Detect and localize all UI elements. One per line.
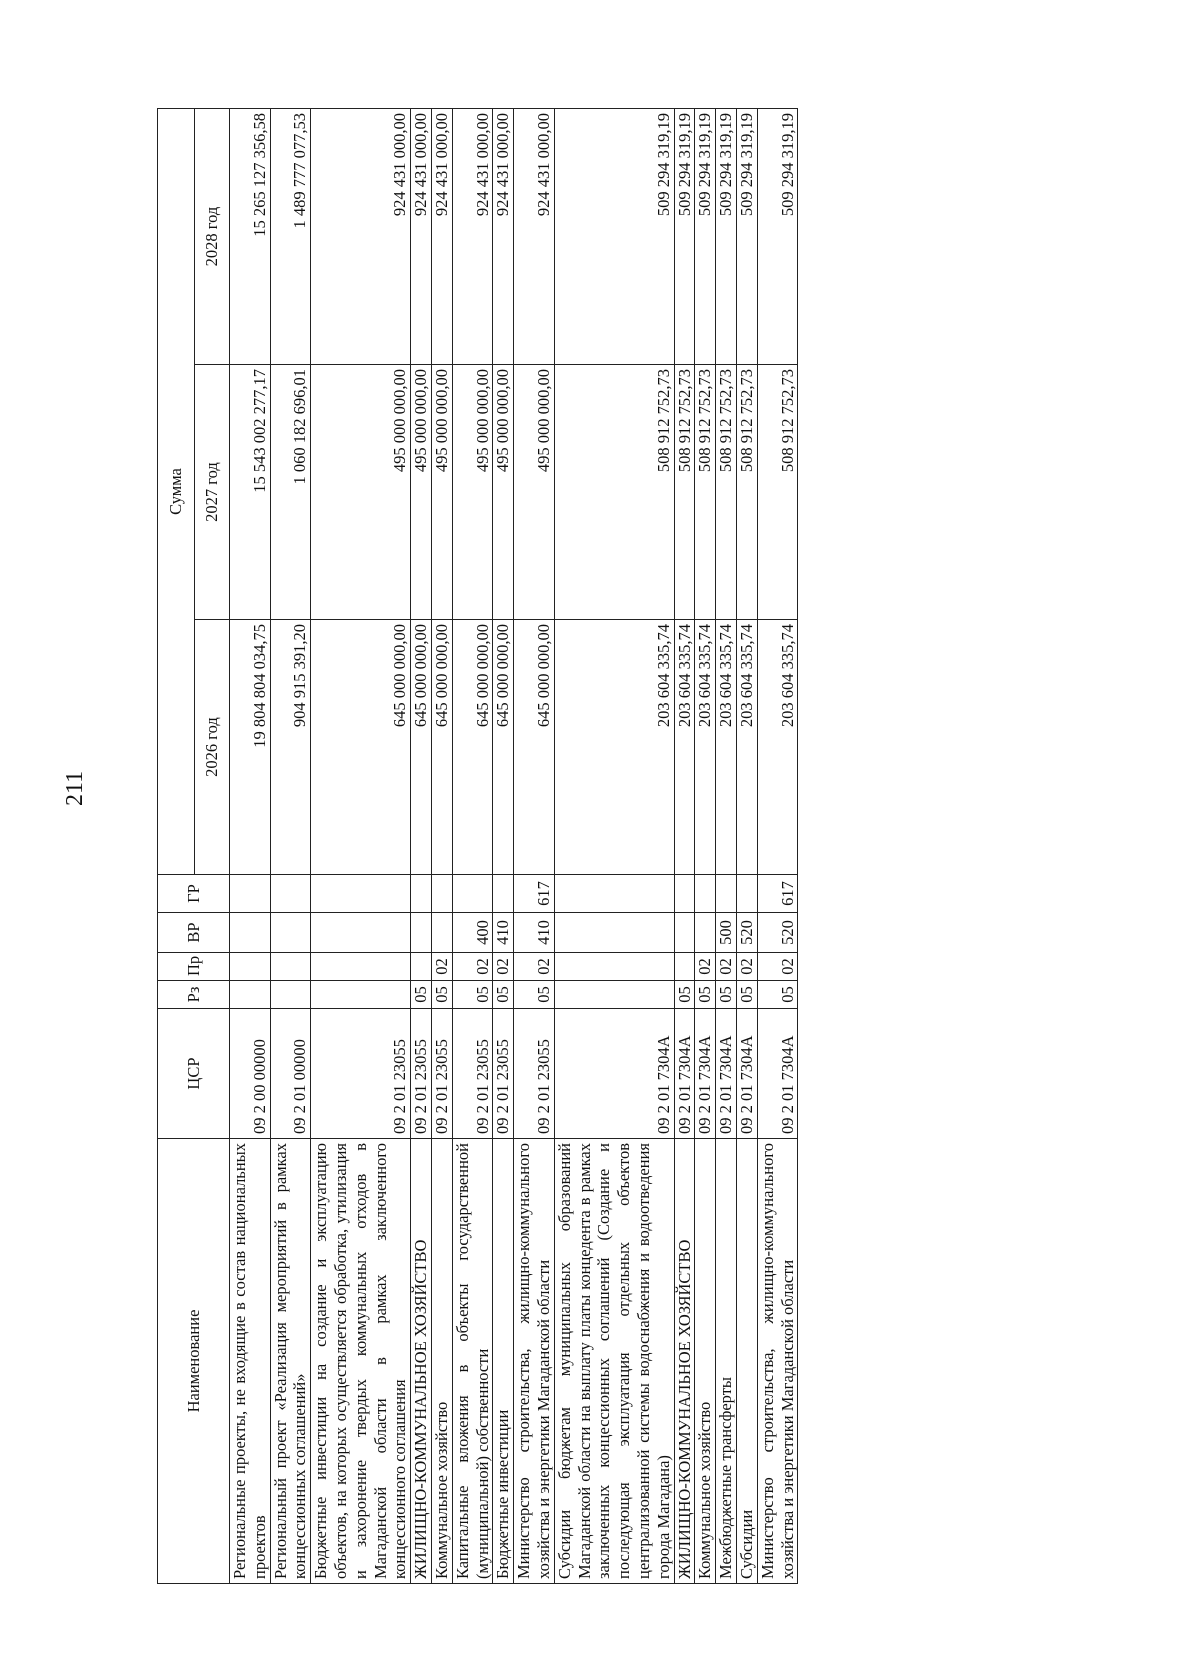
header-year-2026: 2026 год xyxy=(195,620,230,875)
cell-pr xyxy=(674,953,695,981)
cell-y2027: 495 000 000,00 xyxy=(514,365,555,620)
table-header-row xyxy=(158,109,195,1584)
cell-y2028: 924 431 000,00 xyxy=(431,109,452,365)
cell-y2028: 924 431 000,00 xyxy=(311,109,411,365)
table-row xyxy=(493,109,514,1584)
header-sum: Сумма xyxy=(158,109,195,875)
cell-pr: 02 xyxy=(431,953,452,981)
cell-vr xyxy=(411,913,432,953)
cell-name: Региональный проект «Реализация мероприятий в рамках концессионных соглашений» xyxy=(270,1139,311,1584)
cell-gr xyxy=(736,875,757,913)
cell-y2026: 645 000 000,00 xyxy=(411,620,432,875)
cell-y2026: 645 000 000,00 xyxy=(452,620,493,875)
cell-y2026: 645 000 000,00 xyxy=(493,620,514,875)
cell-rz: 05 xyxy=(514,981,555,1009)
cell-pr: 02 xyxy=(493,953,514,981)
header-vr: ВР xyxy=(158,913,230,953)
cell-rz xyxy=(270,981,311,1009)
table-row xyxy=(452,109,493,1584)
cell-y2026: 203 604 335,74 xyxy=(716,620,737,875)
cell-pr xyxy=(311,953,411,981)
cell-vr xyxy=(270,913,311,953)
cell-y2026: 203 604 335,74 xyxy=(695,620,716,875)
cell-y2028: 509 294 319,19 xyxy=(757,109,798,365)
cell-gr xyxy=(695,875,716,913)
cell-pr xyxy=(270,953,311,981)
cell-y2028: 924 431 000,00 xyxy=(493,109,514,365)
cell-name: Коммунальное хозяйство xyxy=(431,1139,452,1584)
cell-gr xyxy=(230,875,271,913)
cell-name: ЖИЛИЩНО-КОММУНАЛЬНОЕ ХОЗЯЙСТВО xyxy=(411,1139,432,1584)
cell-pr xyxy=(230,953,271,981)
cell-pr: 02 xyxy=(452,953,493,981)
cell-csr: 09 2 01 23055 xyxy=(311,1009,411,1139)
cell-vr xyxy=(311,913,411,953)
cell-gr xyxy=(431,875,452,913)
budget-table xyxy=(157,108,798,1584)
cell-vr: 410 xyxy=(493,913,514,953)
table-row xyxy=(431,109,452,1584)
table-row xyxy=(695,109,716,1584)
cell-gr: 617 xyxy=(757,875,798,913)
cell-name: Региональные проекты, не входящие в состав национальных проектов xyxy=(230,1139,271,1584)
cell-csr: 09 2 01 23055 xyxy=(411,1009,432,1139)
cell-y2026: 203 604 335,74 xyxy=(736,620,757,875)
cell-csr: 09 2 01 23055 xyxy=(514,1009,555,1139)
cell-vr: 400 xyxy=(452,913,493,953)
cell-rz: 05 xyxy=(674,981,695,1009)
cell-csr: 09 2 01 7304А xyxy=(554,1009,674,1139)
cell-y2027: 508 912 752,73 xyxy=(554,365,674,620)
cell-csr: 09 2 01 23055 xyxy=(452,1009,493,1139)
cell-y2028: 509 294 319,19 xyxy=(695,109,716,365)
table-row xyxy=(716,109,737,1584)
cell-rz: 05 xyxy=(452,981,493,1009)
cell-y2027: 1 060 182 696,01 xyxy=(270,365,311,620)
cell-y2026: 203 604 335,74 xyxy=(757,620,798,875)
header-gr: ГР xyxy=(158,875,230,913)
cell-name: Министерство строительства, жилищно-коммунального хозяйства и энергетики Магаданской области xyxy=(757,1139,798,1584)
cell-csr: 09 2 01 7304А xyxy=(716,1009,737,1139)
cell-rz xyxy=(230,981,271,1009)
cell-rz: 05 xyxy=(695,981,716,1009)
cell-rz xyxy=(311,981,411,1009)
header-year-2028: 2028 год xyxy=(195,109,230,365)
table-row xyxy=(411,109,432,1584)
table-row xyxy=(514,109,555,1584)
cell-rz: 05 xyxy=(411,981,432,1009)
cell-y2028: 1 489 777 077,53 xyxy=(270,109,311,365)
header-name: Наименование xyxy=(158,1139,230,1584)
cell-rz xyxy=(554,981,674,1009)
cell-pr: 02 xyxy=(757,953,798,981)
cell-y2026: 203 604 335,74 xyxy=(674,620,695,875)
cell-vr: 500 xyxy=(716,913,737,953)
cell-pr: 02 xyxy=(695,953,716,981)
cell-csr: 09 2 01 7304А xyxy=(736,1009,757,1139)
cell-y2027: 495 000 000,00 xyxy=(452,365,493,620)
cell-vr: 410 xyxy=(514,913,555,953)
cell-y2028: 509 294 319,19 xyxy=(716,109,737,365)
table-row xyxy=(554,109,674,1584)
header-csr: ЦСР xyxy=(158,1009,230,1139)
cell-name: Субсидии бюджетам муниципальных образований Магаданской области на выплату платы концедента в рамках заключенных концессионных соглашений (Создание и последующая эксплуатация отдельных объектов централизованной системы водоснабжения и водоотведения города Магадана) xyxy=(554,1139,674,1584)
cell-y2027: 508 912 752,73 xyxy=(695,365,716,620)
cell-y2027: 508 912 752,73 xyxy=(674,365,695,620)
cell-pr: 02 xyxy=(514,953,555,981)
cell-y2028: 924 431 000,00 xyxy=(514,109,555,365)
cell-pr: 02 xyxy=(736,953,757,981)
cell-gr xyxy=(270,875,311,913)
cell-y2028: 15 265 127 356,58 xyxy=(230,109,271,365)
cell-vr xyxy=(230,913,271,953)
cell-vr: 520 xyxy=(757,913,798,953)
cell-rz: 05 xyxy=(493,981,514,1009)
table-row xyxy=(230,109,271,1584)
cell-pr: 02 xyxy=(716,953,737,981)
cell-name: Министерство строительства, жилищно-коммунального хозяйства и энергетики Магаданской области xyxy=(514,1139,555,1584)
cell-pr xyxy=(554,953,674,981)
cell-gr xyxy=(411,875,432,913)
cell-rz: 05 xyxy=(736,981,757,1009)
cell-y2027: 495 000 000,00 xyxy=(493,365,514,620)
cell-y2026: 645 000 000,00 xyxy=(431,620,452,875)
cell-y2027: 495 000 000,00 xyxy=(431,365,452,620)
cell-y2026: 203 604 335,74 xyxy=(554,620,674,875)
cell-csr: 09 2 01 7304А xyxy=(757,1009,798,1139)
table-row xyxy=(270,109,311,1584)
cell-csr: 09 2 01 00000 xyxy=(270,1009,311,1139)
cell-y2026: 645 000 000,00 xyxy=(311,620,411,875)
cell-csr: 09 2 01 23055 xyxy=(493,1009,514,1139)
cell-rz: 05 xyxy=(716,981,737,1009)
cell-gr xyxy=(674,875,695,913)
page-number: 211 xyxy=(62,770,88,806)
cell-y2027: 508 912 752,73 xyxy=(716,365,737,620)
cell-pr xyxy=(411,953,432,981)
cell-vr xyxy=(695,913,716,953)
cell-y2026: 904 915 391,20 xyxy=(270,620,311,875)
cell-vr xyxy=(431,913,452,953)
cell-vr xyxy=(554,913,674,953)
cell-y2027: 495 000 000,00 xyxy=(411,365,432,620)
cell-csr: 09 2 01 7304А xyxy=(695,1009,716,1139)
table-row xyxy=(311,109,411,1584)
cell-name: ЖИЛИЩНО-КОММУНАЛЬНОЕ ХОЗЯЙСТВО xyxy=(674,1139,695,1584)
cell-y2028: 924 431 000,00 xyxy=(411,109,432,365)
rotated-table-container xyxy=(157,109,798,1584)
cell-y2027: 508 912 752,73 xyxy=(757,365,798,620)
cell-csr: 09 2 01 7304А xyxy=(674,1009,695,1139)
cell-name: Бюджетные инвестиции xyxy=(493,1139,514,1584)
cell-y2028: 509 294 319,19 xyxy=(554,109,674,365)
cell-y2028: 924 431 000,00 xyxy=(452,109,493,365)
cell-name: Субсидии xyxy=(736,1139,757,1584)
cell-csr: 09 2 00 00000 xyxy=(230,1009,271,1139)
cell-vr xyxy=(674,913,695,953)
cell-csr: 09 2 01 23055 xyxy=(431,1009,452,1139)
table-row xyxy=(736,109,757,1584)
cell-gr xyxy=(716,875,737,913)
cell-y2026: 19 804 804 034,75 xyxy=(230,620,271,875)
cell-name: Капитальные вложения в объекты государственной (муниципальной) собственности xyxy=(452,1139,493,1584)
cell-y2028: 509 294 319,19 xyxy=(674,109,695,365)
cell-gr: 617 xyxy=(514,875,555,913)
cell-gr xyxy=(493,875,514,913)
cell-gr xyxy=(452,875,493,913)
cell-name: Межбюджетные трансферты xyxy=(716,1139,737,1584)
cell-y2027: 495 000 000,00 xyxy=(311,365,411,620)
cell-name: Коммунальное хозяйство xyxy=(695,1139,716,1584)
cell-y2028: 509 294 319,19 xyxy=(736,109,757,365)
cell-y2027: 15 543 002 277,17 xyxy=(230,365,271,620)
cell-y2026: 645 000 000,00 xyxy=(514,620,555,875)
cell-y2027: 508 912 752,73 xyxy=(736,365,757,620)
cell-rz: 05 xyxy=(757,981,798,1009)
table-row xyxy=(674,109,695,1584)
cell-gr xyxy=(311,875,411,913)
header-year-2027: 2027 год xyxy=(195,365,230,620)
header-rz: Рз xyxy=(158,981,230,1009)
cell-gr xyxy=(554,875,674,913)
cell-name: Бюджетные инвестиции на создание и эксплуатацию объектов, на которых осуществляется обработка, утилизация и захоронение твердых коммунальных отходов в Магаданской области в рамках заключенного концессионного соглашения xyxy=(311,1139,411,1584)
header-pr: Пр xyxy=(158,953,230,981)
cell-rz: 05 xyxy=(431,981,452,1009)
table-row xyxy=(757,109,798,1584)
cell-vr: 520 xyxy=(736,913,757,953)
